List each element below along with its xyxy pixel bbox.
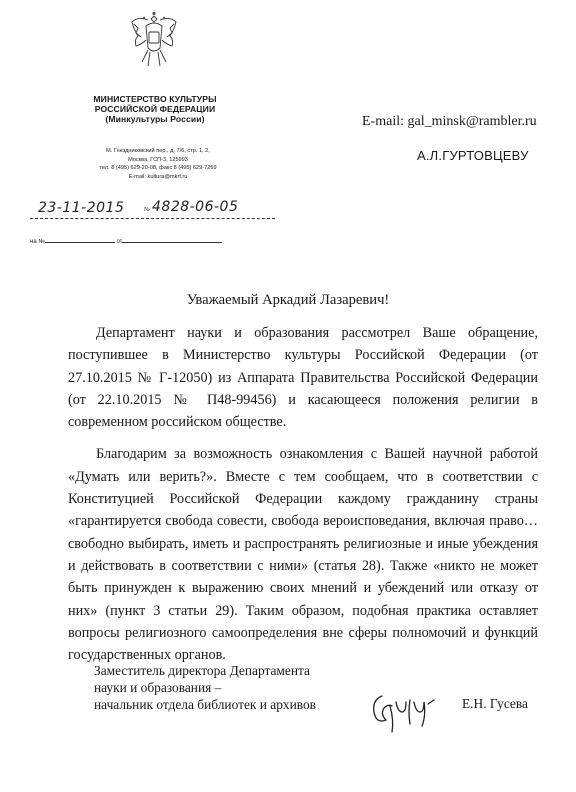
registration-number-label: № bbox=[144, 207, 150, 213]
registration-number: 4828-06-05 bbox=[152, 199, 239, 215]
letter-paragraph: Благодарим за возможность ознакомления с Вашей научной работой «Думать или верить?». Вместе с тем сообщаем, что в соответствии с Конституцией Российской Федерации каждому гражданину страны «гарантируется свобода совести, свобода вероисповедания, включая право… свободно выбирать, иметь и распространять религиозные и иные убеждения и действовать в соответствии с ними» (статья 28). Также «никто не может быть принужден к выражению своих мнений и убеждений или отказу от них» (пункт 3 статьи 29). Таким образом, подобная практика оставляет вопросы религиозного самоопределения вне сферы полномочий и функций государственных органов. bbox=[68, 446, 538, 664]
address-email: E-mail: kultura@mkrf.ru bbox=[128, 173, 188, 180]
reference-from-label: от bbox=[116, 239, 123, 245]
ministry-short-name: (Минкультуры России) bbox=[105, 114, 205, 124]
ministry-address bbox=[58, 147, 258, 181]
handwritten-signature bbox=[368, 688, 442, 734]
signer-name: Е.Н. Гусева bbox=[462, 696, 528, 711]
ministry-name-line1: МИНИСТЕРСТВО КУЛЬТУРЫ bbox=[93, 94, 217, 104]
reference-number-blank bbox=[45, 236, 115, 243]
registration-date: 23-11-2015 bbox=[38, 200, 125, 216]
reference-line bbox=[30, 236, 222, 245]
salutation: Уважаемый Аркадий Лазаревич! bbox=[186, 292, 390, 308]
signer-title-line1: Заместитель директора Департамента bbox=[94, 663, 310, 678]
signer-title-line3: начальник отдела библиотек и архивов bbox=[94, 697, 317, 713]
address-street: М. Гнездниковский пер., д. 7/6, стр. 1, 2, bbox=[106, 148, 210, 154]
signer-title-line2: науки и образования – bbox=[94, 680, 222, 696]
signer-title bbox=[94, 662, 316, 714]
coat-of-arms-emblem bbox=[126, 10, 182, 72]
letter-paragraph: Департамент науки и образования рассмотрел Ваше обращение, поступившее в Министерство культуры Российской Федерации (от 27.10.2015 № Г-12050) из Аппарата Правительства Российской Федерации (от 22.10.2015 № П48-99456) и касающееся положения религии в современном российском обществе. bbox=[68, 325, 538, 431]
ministry-header bbox=[60, 94, 250, 124]
reference-number-label: на № bbox=[30, 239, 45, 245]
recipient-email: E-mail: gal_minsk@rambler.ru bbox=[362, 114, 537, 129]
recipient-name: А.Л.ГУРТОВЦЕВУ bbox=[417, 148, 529, 163]
address-phone: тел. 8 (495) 629-20-08, факс 8 (495) 629-7269 bbox=[99, 165, 217, 172]
reference-date-blank bbox=[122, 236, 222, 243]
address-city: Москва, ГСП-3, 125993 bbox=[128, 156, 188, 163]
ministry-name-line2: РОССИЙСКОЙ ФЕДЕРАЦИИ bbox=[94, 104, 216, 114]
letter-body bbox=[68, 322, 538, 666]
